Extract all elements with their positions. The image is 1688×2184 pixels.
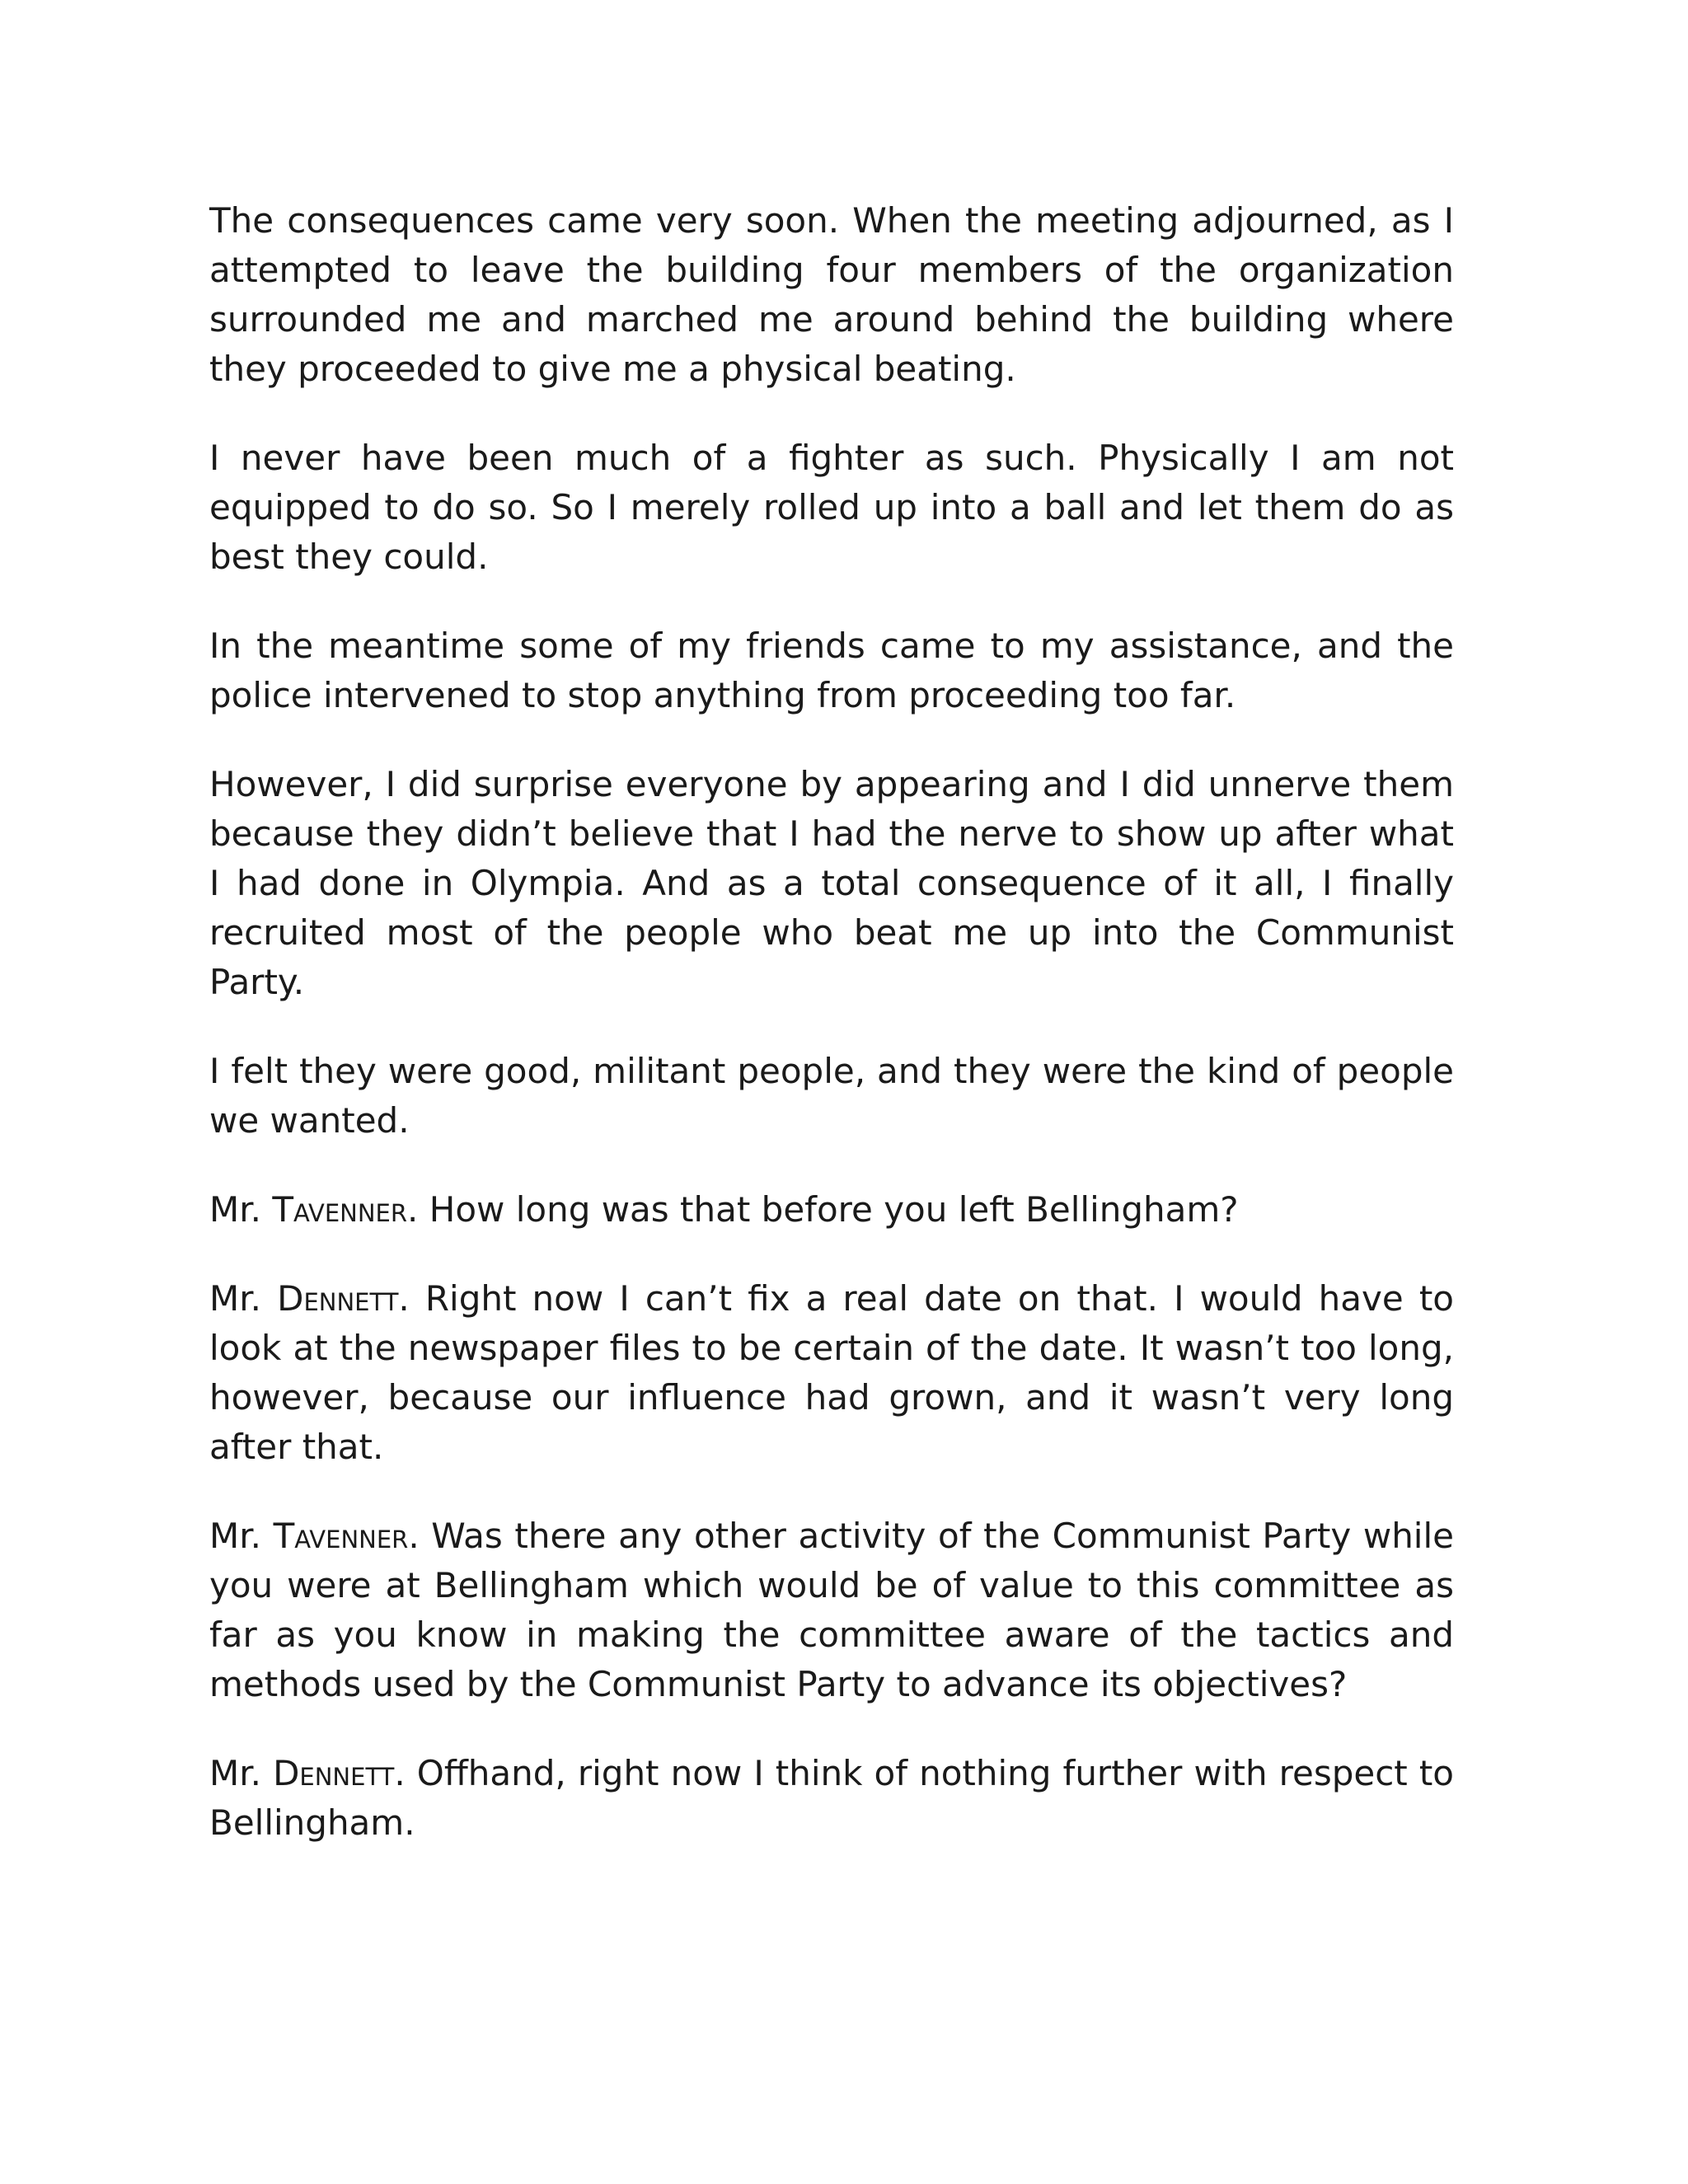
testimony-question-2 xyxy=(209,1511,1454,1709)
narrative-paragraph-5: I felt they were good, militant people, and they were the kind of people we wanted. xyxy=(209,1051,1454,1141)
narrative-paragraph-1: The consequences came very soon. When the meeting adjourned, as I attempted to leave the building four members of the organization surrounded me and marched me around behind the building where they proceeded to give me a physical beating. xyxy=(209,200,1454,389)
document-page xyxy=(209,196,1454,1887)
speaker-prefix: Mr. xyxy=(209,1278,278,1319)
testimony-text: . Right now I can’t fix a real date on that. I would have to look at the newspaper files to be certain of the date. It wasn’t too long, however, because our influence had grown, and it wasn’t very long after that. xyxy=(209,1278,1454,1467)
narrative-paragraph-3: In the meantime some of my friends came to my assistance, and the police intervened to stop anything from proceeding too far. xyxy=(209,626,1454,715)
testimony-text: . How long was that before you left Bellingham? xyxy=(407,1189,1239,1230)
speaker-prefix: Mr. xyxy=(209,1753,274,1793)
speaker-name: Dennett xyxy=(273,1753,395,1793)
speaker-prefix: Mr. xyxy=(209,1516,274,1556)
testimony-text: . Was there any other activity of the Communist Party while you were at Bellingham which would be of value to this committee as far as you know in making the committee aware of the tactics and methods used by the Communist Party to advance its objectives? xyxy=(209,1516,1454,1704)
narrative-paragraph-4: However, I did surprise everyone by appearing and I did unnerve them because they didn’t believe that I had the nerve to show up after what I had done in Olympia. And as a total consequence of it all, I finally recruited most of the people who beat me up into the Communist Party. xyxy=(209,764,1454,1002)
testimony-question-1 xyxy=(209,1185,1454,1235)
speaker-name: Dennett xyxy=(277,1278,399,1319)
testimony-answer-2 xyxy=(209,1749,1454,1848)
testimony-text: . Offhand, right now I think of nothing further with respect to Bellingham. xyxy=(209,1753,1454,1843)
testimony-answer-1 xyxy=(209,1274,1454,1472)
speaker-prefix: Mr. xyxy=(209,1189,273,1230)
narrative-paragraph-2: I never have been much of a fighter as such. Physically I am not equipped to do so. So I merely rolled up into a ball and let them do as best they could. xyxy=(209,438,1454,577)
speaker-name: Tavenner xyxy=(272,1189,408,1230)
speaker-name: Tavenner xyxy=(273,1516,409,1556)
